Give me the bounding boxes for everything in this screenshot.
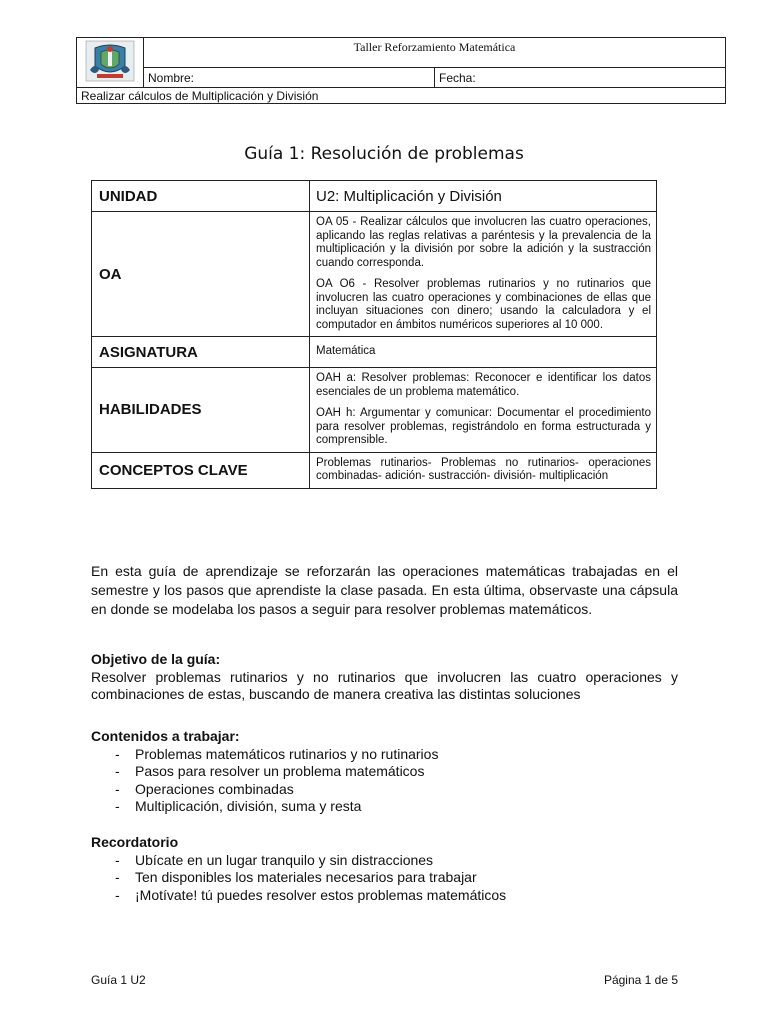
objective-text: Resolver problemas rutinarios y no rutinarios que involucren las cuatro operaciones y combinaciones de estas, buscando de manera creativa las distintas soluciones	[91, 668, 678, 702]
list-item-text: Ubícate en un lugar tranquilo y sin distracciones	[135, 851, 434, 868]
intro-paragraph: En esta guía de aprendizaje se reforzarán las operaciones matemáticas trabajadas en el semestre y los pasos que aprendiste la clase pasada. En esta última, observaste una cápsula en donde se modelaba los pasos a seguir para resolver problemas matemáticos.	[91, 563, 678, 617]
list-marker: -	[115, 780, 120, 797]
list-marker: -	[115, 763, 120, 779]
guide-title: Guía 1: Resolución de problemas	[244, 144, 524, 164]
list-marker: -	[115, 851, 120, 868]
oa-values	[310, 212, 657, 337]
list-item-text: ¡Motívate! tú puedes resolver estos problemas matemáticos	[135, 886, 507, 903]
table-row	[92, 337, 657, 368]
table-row	[92, 212, 657, 337]
name-field: Nombre:	[144, 68, 435, 88]
conceptos-label: CONCEPTOS CLAVE	[92, 452, 310, 488]
table-row	[92, 181, 657, 212]
oa-label: OA	[92, 212, 310, 337]
list-item-text: Problemas matemáticos rutinarios y no rutinarios	[135, 745, 439, 762]
contents-heading: Contenidos a trabajar:	[91, 728, 240, 744]
unidad-label: UNIDAD	[92, 181, 310, 212]
reminder-list	[91, 852, 678, 905]
table-row	[92, 368, 657, 453]
reminder-heading: Recordatorio	[91, 834, 179, 850]
footer-page-number: Página 1 de 5	[603, 973, 678, 987]
list-marker: -	[115, 869, 120, 885]
workshop-title: Taller Reforzamiento Matemática	[144, 38, 726, 68]
list-item	[115, 781, 678, 799]
list-item-text: Multiplicación, división, suma y resta	[135, 798, 362, 814]
objective-line: Realizar cálculos de Multiplicación y División	[77, 88, 726, 104]
school-logo	[85, 40, 135, 82]
list-marker: -	[115, 745, 120, 762]
logo-cell	[77, 38, 144, 88]
list-item	[115, 887, 678, 905]
asignatura-label: ASIGNATURA	[92, 337, 310, 368]
oa-05-text: OA 05 - Realizar cálculos que involucren las cuatro operaciones, aplicando las reglas relativas a paréntesis y la prevalencia de la multiplicación y la división por sobre la adición y la sustracción cuando corresponda.	[316, 216, 651, 269]
info-table	[91, 180, 657, 489]
list-item-text: Ten disponibles los materiales necesarios para trabajar	[135, 869, 477, 885]
list-marker: -	[115, 886, 120, 903]
list-item	[115, 869, 678, 887]
asignatura-value: Matemática	[310, 337, 657, 368]
list-item	[115, 798, 678, 816]
list-item	[115, 763, 678, 781]
header-table	[76, 37, 726, 104]
habilidades-label: HABILIDADES	[92, 368, 310, 453]
list-item	[115, 852, 678, 870]
oa-06-text: OA O6 - Resolver problemas rutinarios y no rutinarios que involucren las cuatro operaciones y combinaciones de ellas que incluyan situaciones con dinero; usando la calculadora y el computador en ámbitos numéricos superiores al 10 000.	[316, 278, 651, 331]
unidad-value: U2: Multiplicación y División	[310, 181, 657, 212]
list-marker: -	[115, 798, 120, 814]
list-item	[115, 746, 678, 764]
conceptos-value: Problemas rutinarios- Problemas no rutinarios- operaciones combinadas- adición- sustracción- división- multiplicación	[310, 452, 657, 488]
contents-list	[91, 746, 678, 816]
contents-section	[91, 728, 678, 816]
habilidades-values	[310, 368, 657, 453]
oah-a-text: OAH a: Resolver problemas: Reconocer e identificar los datos esenciales de un problema matemático.	[316, 372, 651, 398]
date-field: Fecha:	[435, 68, 726, 88]
footer-guide-label: Guía 1 U2	[91, 973, 146, 987]
objective-section	[91, 651, 678, 704]
list-item-text: Pasos para resolver un problema matemáticos	[135, 763, 425, 779]
list-item-text: Operaciones combinadas	[135, 780, 294, 797]
reminder-section	[91, 834, 678, 904]
objective-heading: Objetivo de la guía:	[91, 651, 221, 667]
oah-h-text: OAH h: Argumentar y comunicar: Documentar el procedimiento para resolver problemas, registrándolo en forma estructurada y comprensible.	[316, 407, 651, 446]
table-row	[92, 452, 657, 488]
